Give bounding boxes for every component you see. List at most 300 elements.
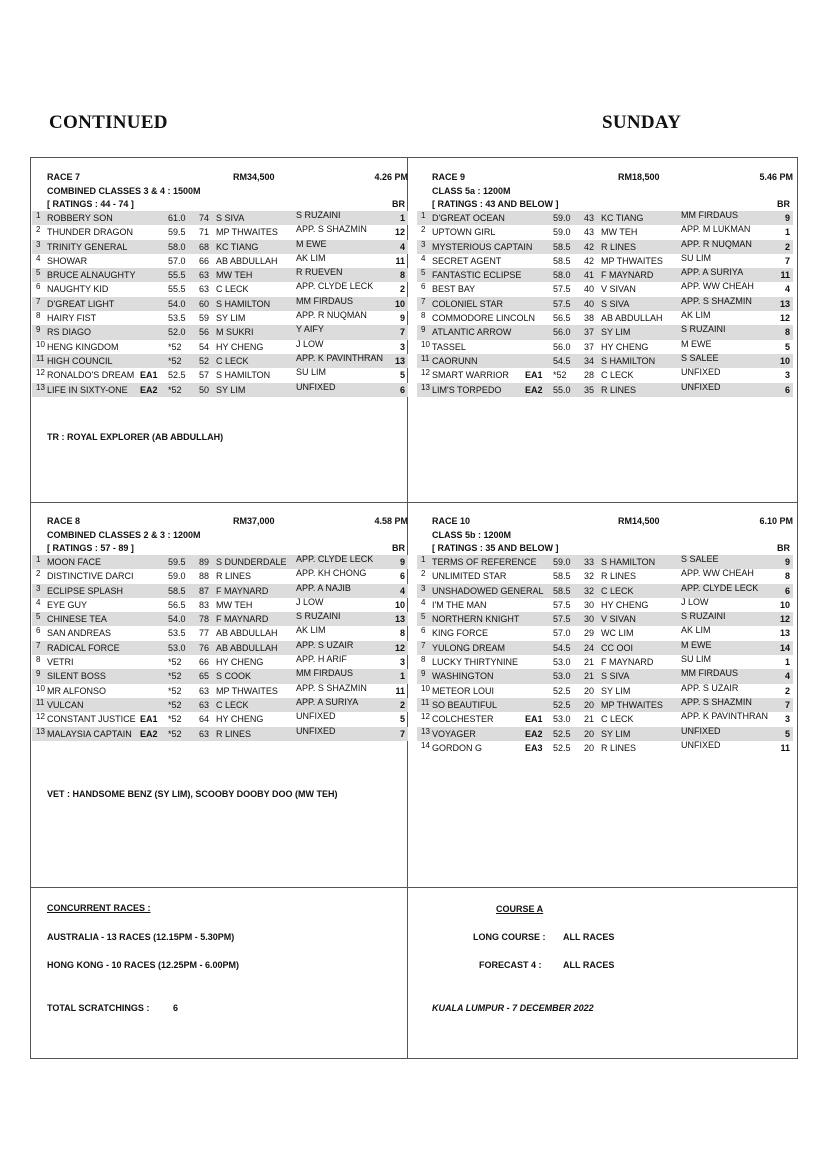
- handicap-weight: 57.5: [553, 298, 571, 309]
- long-course-value: ALL RACES: [563, 932, 615, 942]
- horse-rating: 21: [584, 714, 595, 725]
- barrier-draw: 11: [780, 270, 790, 281]
- horse-name: TERMS OF REFERENCE: [432, 557, 537, 567]
- handicap-weight: 56.0: [553, 341, 571, 352]
- horse-rating: 40: [584, 298, 595, 309]
- horse-name: VOYAGER: [432, 728, 476, 739]
- horse-rating: 30: [584, 599, 595, 610]
- trainer-name: S DUNDERDALE: [216, 557, 287, 567]
- race-time: 4.58 PM: [374, 516, 408, 526]
- trainer-name: S HAMILTON: [216, 298, 271, 309]
- handicap-weight: *52: [168, 341, 182, 352]
- runner-row: [32, 354, 408, 368]
- trainer-name: MW TEH: [601, 227, 638, 238]
- trainer-name: MP THWAITES: [216, 685, 278, 696]
- horse-name: HENG KINGDOM: [47, 341, 119, 352]
- runner-number: 4: [421, 597, 426, 607]
- trainer-name: SY LIM: [216, 313, 246, 324]
- barrier-draw: 8: [399, 628, 405, 639]
- horse-name: BEST BAY: [432, 284, 476, 295]
- horse-rating: 28: [584, 370, 595, 381]
- middle-divider: [30, 502, 798, 503]
- horse-rating: 63: [199, 728, 210, 739]
- trainer-name: C LECK: [601, 585, 634, 596]
- race-header: [417, 516, 793, 530]
- horse-rating: 32: [584, 571, 595, 582]
- horse-rating: 59: [199, 313, 210, 324]
- horse-name: TASSEL: [432, 341, 466, 352]
- handicap-weight: *52: [168, 355, 182, 366]
- handicap-weight: 57.5: [553, 284, 571, 295]
- handicap-weight: 52.0: [168, 327, 186, 338]
- barrier-draw: 6: [399, 384, 405, 395]
- trainer-name: V SIVAN: [601, 284, 636, 295]
- trainer-name: C LECK: [601, 370, 634, 381]
- race-class: COMBINED CLASSES 2 & 3 : 1200M: [47, 530, 201, 540]
- horse-rating: 66: [199, 255, 210, 266]
- horse-rating: 43: [584, 213, 595, 223]
- barrier-draw: 5: [399, 714, 405, 725]
- runner-row: [417, 641, 793, 655]
- horse-name: CHINESE TEA: [47, 614, 107, 625]
- runner-number: 3: [421, 583, 426, 593]
- jockey-name: APP. S SHAZMIN: [296, 682, 367, 693]
- jockey-name: S SALEE: [681, 554, 719, 564]
- horse-rating: 20: [584, 699, 595, 710]
- jockey-name: APP. A SURIYA: [681, 267, 744, 278]
- race-8-note: VET : HANDSOME BENZ (SY LIM), SCOOBY DOOBY DOO (MW TEH): [47, 789, 338, 799]
- race-time: 5.46 PM: [759, 172, 793, 182]
- trainer-name: F MAYNARD: [216, 614, 269, 625]
- jockey-name: AK LIM: [296, 625, 326, 636]
- barrier-draw: 13: [779, 628, 790, 639]
- barrier-draw: 14: [779, 642, 790, 653]
- horse-rating: 35: [584, 384, 595, 395]
- jockey-name: APP. CLYDE LECK: [296, 281, 374, 292]
- jockey-name: APP. S UZAIR: [296, 639, 354, 650]
- trainer-name: SY LIM: [216, 384, 246, 395]
- handicap-weight: 53.0: [553, 671, 571, 682]
- handicap-weight: *52: [168, 685, 182, 696]
- trainer-name: KC TIANG: [216, 241, 259, 252]
- barrier-draw: 4: [399, 585, 405, 596]
- race-block-race-7: [32, 172, 408, 397]
- trainer-name: HY CHENG: [216, 341, 264, 352]
- barrier-draw: 6: [784, 585, 790, 596]
- runner-number: 7: [36, 640, 41, 650]
- race-name: RACE 9: [432, 172, 466, 182]
- runner-row: [32, 240, 408, 254]
- jockey-name: R RUEVEN: [296, 267, 343, 278]
- runner-number: 13: [36, 382, 45, 392]
- race-block-race-8: [32, 516, 408, 741]
- race-name: RACE 8: [47, 516, 81, 526]
- handicap-weight: 53.5: [168, 628, 186, 639]
- concurrent-races-title: CONCURRENT RACES :: [47, 903, 151, 913]
- runner-row: [32, 569, 408, 583]
- jockey-name: APP. A SURIYA: [296, 696, 359, 707]
- trainer-name: S SIVA: [601, 298, 630, 309]
- barrier-draw: 8: [784, 327, 790, 338]
- runner-number: 5: [421, 612, 426, 622]
- horse-name: UPTOWN GIRL: [432, 227, 496, 238]
- race-purse: RM14,500: [618, 516, 660, 526]
- barrier-draw: 13: [779, 298, 790, 309]
- jockey-name: M EWE: [681, 639, 712, 650]
- runner-row: [32, 598, 408, 612]
- horse-rating: 83: [199, 599, 210, 610]
- runner-number: 1: [421, 211, 426, 220]
- horse-name: HIGH COUNCIL: [47, 355, 113, 366]
- runner-row: [417, 712, 793, 726]
- runner-number: 8: [36, 311, 41, 321]
- runner-number: 13: [36, 726, 45, 736]
- trainer-name: CC OOI: [601, 642, 634, 653]
- trainer-name: C LECK: [216, 355, 249, 366]
- horse-name: LIM'S TORPEDO: [432, 384, 502, 395]
- handicap-weight: 58.0: [553, 270, 571, 281]
- race-ratings-text: [ RATINGS : 43 AND BELOW ]: [432, 199, 559, 209]
- jockey-name: UNFIXED: [681, 725, 721, 736]
- runner-row: [417, 727, 793, 741]
- jockey-name: APP. WW CHEAH: [681, 568, 754, 579]
- trainer-name: S HAMILTON: [216, 370, 271, 381]
- horse-name: MALAYSIA CAPTAIN: [47, 728, 132, 739]
- handicap-weight: 57.5: [553, 599, 571, 610]
- runner-number: 6: [36, 626, 41, 636]
- trainer-name: F MAYNARD: [601, 270, 654, 281]
- runner-number: 8: [421, 655, 426, 665]
- runner-number: 3: [36, 239, 41, 249]
- runner-number: 6: [421, 282, 426, 292]
- barrier-draw: 12: [394, 642, 405, 653]
- runner-number: 3: [421, 239, 426, 249]
- horse-name: METEOR LOUI: [432, 685, 495, 696]
- handicap-weight: 57.0: [168, 255, 186, 266]
- barrier-draw: 12: [394, 227, 405, 238]
- horse-name: LUCKY THIRTYNINE: [432, 657, 519, 668]
- emergency-acceptor: EA2: [140, 728, 158, 739]
- course-title: COURSE A: [496, 904, 544, 914]
- handicap-weight: 56.5: [553, 313, 571, 324]
- runner-number: 11: [421, 697, 430, 707]
- runner-number: 13: [421, 382, 430, 392]
- trainer-name: MW TEH: [216, 599, 253, 610]
- trainer-name: AB ABDULLAH: [601, 313, 663, 324]
- horse-rating: 60: [199, 298, 210, 309]
- runner-number: 6: [421, 626, 426, 636]
- horse-rating: 74: [199, 213, 210, 223]
- horse-name: TRINITY GENERAL: [47, 241, 128, 252]
- runner-number: 12: [36, 712, 45, 722]
- runner-row: [417, 383, 793, 397]
- header-day: SUNDAY: [602, 112, 682, 133]
- barrier-draw: 3: [399, 657, 405, 668]
- race-ratings-text: [ RATINGS : 57 - 89 ]: [47, 543, 134, 553]
- total-scratchings-label: TOTAL SCRATCHINGS :: [47, 1003, 150, 1013]
- trainer-name: R LINES: [601, 384, 637, 395]
- jockey-name: APP. S SHAZMIN: [681, 295, 752, 306]
- horse-name: VULCAN: [47, 699, 84, 710]
- emergency-acceptor: EA3: [525, 742, 543, 753]
- handicap-weight: *52: [168, 671, 182, 682]
- horse-rating: 24: [584, 642, 595, 653]
- runner-number: 7: [421, 640, 426, 650]
- runner-number: 10: [36, 339, 45, 349]
- handicap-weight: 58.5: [553, 571, 571, 582]
- runner-row: [32, 311, 408, 325]
- handicap-weight: *52: [553, 370, 567, 381]
- place-date: KUALA LUMPUR - 7 DECEMBER 2022: [432, 1003, 594, 1013]
- horse-name: SECRET AGENT: [432, 255, 502, 266]
- australia-races: AUSTRALIA - 13 RACES (12.15PM - 5.30PM): [47, 932, 235, 942]
- jockey-name: UNFIXED: [681, 367, 721, 378]
- horse-name: CAORUNN: [432, 355, 478, 366]
- race-ratings-text: [ RATINGS : 44 - 74 ]: [47, 199, 134, 209]
- trainer-name: KC TIANG: [601, 213, 644, 223]
- trainer-name: S HAMILTON: [601, 557, 656, 567]
- handicap-weight: 58.0: [168, 241, 186, 252]
- trainer-name: S SIVA: [216, 213, 245, 223]
- horse-name: BRUCE ALNAUGHTY: [47, 270, 136, 281]
- barrier-draw: 3: [399, 341, 405, 352]
- horse-name: MR ALFONSO: [47, 685, 107, 696]
- race-class: CLASS 5a : 1200M: [432, 186, 511, 196]
- horse-rating: 37: [584, 327, 595, 338]
- runner-row: [32, 368, 408, 382]
- barrier-draw: 10: [394, 599, 405, 610]
- horse-rating: 21: [584, 657, 595, 668]
- handicap-weight: 53.0: [553, 714, 571, 725]
- jockey-name: S RUZAINI: [681, 611, 726, 622]
- handicap-weight: 54.5: [553, 355, 571, 366]
- handicap-weight: 59.5: [168, 557, 186, 567]
- runner-row: [32, 727, 408, 741]
- runner-number: 11: [421, 353, 430, 363]
- jockey-name: MM FIRDAUS: [681, 668, 738, 679]
- footer-divider: [30, 887, 798, 888]
- runner-row: [32, 612, 408, 626]
- trainer-name: WC LIM: [601, 628, 634, 639]
- runner-number: 13: [421, 726, 430, 736]
- horse-name: SMART WARRIOR: [432, 370, 509, 381]
- trainer-name: SY LIM: [601, 685, 631, 696]
- handicap-weight: 53.0: [168, 642, 186, 653]
- barrier-draw: 6: [784, 384, 790, 395]
- barrier-draw: 9: [784, 557, 790, 567]
- handicap-weight: 54.0: [168, 298, 186, 309]
- handicap-weight: 54.5: [553, 642, 571, 653]
- barrier-header: BR: [392, 199, 405, 209]
- handicap-weight: 59.0: [553, 227, 571, 238]
- total-scratchings-value: 6: [173, 1003, 179, 1013]
- handicap-weight: 55.5: [168, 270, 186, 281]
- runner-number: 5: [36, 268, 41, 278]
- barrier-draw: 13: [394, 355, 405, 366]
- barrier-header: BR: [392, 543, 405, 553]
- runner-row: [32, 712, 408, 726]
- runner-number: 11: [36, 353, 45, 363]
- jockey-name: APP. A NAJIB: [296, 582, 351, 593]
- horse-rating: 37: [584, 341, 595, 352]
- barrier-header: BR: [777, 543, 790, 553]
- runner-row: [32, 584, 408, 598]
- runner-row: [417, 612, 793, 626]
- runner-row: [417, 368, 793, 382]
- trainer-name: V SIVAN: [601, 614, 636, 625]
- horse-name: SHOWAR: [47, 255, 88, 266]
- runner-number: 7: [36, 296, 41, 306]
- handicap-weight: *52: [168, 699, 182, 710]
- race-class: CLASS 5b : 1200M: [432, 530, 512, 540]
- barrier-draw: 12: [779, 313, 790, 324]
- race-purse: RM34,500: [233, 172, 275, 182]
- jockey-name: APP. H ARIF: [296, 654, 347, 665]
- jockey-name: J LOW: [296, 596, 324, 607]
- handicap-weight: 52.5: [553, 728, 571, 739]
- runner-number: 3: [36, 583, 41, 593]
- barrier-draw: 13: [394, 614, 405, 625]
- horse-name: RADICAL FORCE: [47, 642, 120, 653]
- race-purse: RM18,500: [618, 172, 660, 182]
- handicap-weight: 59.0: [553, 557, 571, 567]
- horse-rating: 20: [584, 742, 595, 753]
- runner-number: 10: [421, 683, 430, 693]
- runner-row: [417, 311, 793, 325]
- race-7-note: TR : ROYAL EXPLORER (AB ABDULLAH): [47, 432, 224, 442]
- jockey-name: AK LIM: [296, 252, 326, 263]
- trainer-name: AB ABDULLAH: [216, 642, 278, 653]
- jockey-name: SU LIM: [681, 252, 712, 263]
- forecast-label: FORECAST 4 :: [479, 960, 542, 970]
- barrier-draw: 4: [399, 241, 405, 252]
- runner-row: [417, 240, 793, 254]
- jockey-name: MM FIRDAUS: [681, 210, 738, 220]
- barrier-draw: 3: [784, 370, 790, 381]
- horse-name: YULONG DREAM: [432, 642, 506, 653]
- emergency-acceptor: EA1: [140, 714, 158, 725]
- trainer-name: MW TEH: [216, 270, 253, 281]
- handicap-weight: 52.5: [168, 370, 186, 381]
- trainer-name: R LINES: [601, 241, 637, 252]
- jockey-name: UNFIXED: [681, 739, 721, 750]
- barrier-draw: 4: [784, 284, 790, 295]
- runner-number: 14: [421, 740, 430, 750]
- runner-number: 2: [421, 569, 426, 579]
- trainer-name: HY CHENG: [601, 599, 649, 610]
- jockey-name: APP. WW CHEAH: [681, 281, 754, 292]
- horse-rating: 42: [584, 255, 595, 266]
- jockey-name: APP. K PAVINTHRAN: [296, 352, 384, 363]
- barrier-draw: 5: [784, 341, 790, 352]
- handicap-weight: 52.5: [553, 742, 571, 753]
- horse-name: RS DIAGO: [47, 327, 92, 338]
- runner-row: [417, 626, 793, 640]
- emergency-acceptor: EA1: [525, 714, 543, 725]
- runner-number: 11: [36, 697, 45, 707]
- barrier-draw: 2: [399, 284, 405, 295]
- runner-number: 7: [421, 296, 426, 306]
- barrier-draw: 9: [399, 557, 405, 567]
- runner-number: 8: [36, 655, 41, 665]
- jockey-name: MM FIRDAUS: [296, 295, 353, 306]
- race-block-race-10: [417, 516, 793, 755]
- handicap-weight: 58.5: [553, 241, 571, 252]
- emergency-acceptor: EA2: [140, 384, 158, 395]
- runner-row: [417, 584, 793, 598]
- runner-number: 12: [36, 368, 45, 378]
- jockey-name: APP. S UZAIR: [681, 682, 739, 693]
- handicap-weight: 59.0: [553, 213, 571, 223]
- race-name: RACE 10: [432, 516, 471, 526]
- jockey-name: S RUZAINI: [296, 210, 341, 220]
- trainer-name: M SUKRI: [216, 327, 254, 338]
- horse-name: SAN ANDREAS: [47, 628, 112, 639]
- barrier-draw: 11: [395, 255, 405, 266]
- runner-number: 1: [36, 211, 41, 220]
- trainer-name: F MAYNARD: [216, 585, 269, 596]
- horse-rating: 64: [199, 714, 210, 725]
- handicap-weight: 58.5: [168, 585, 186, 596]
- emergency-acceptor: EA2: [525, 728, 543, 739]
- barrier-draw: 5: [784, 728, 790, 739]
- jockey-name: AK LIM: [681, 625, 711, 636]
- runner-number: 9: [36, 325, 41, 335]
- runner-number: 10: [36, 683, 45, 693]
- jockey-name: APP. S SHAZMIN: [681, 696, 752, 707]
- horse-rating: 66: [199, 657, 210, 668]
- barrier-draw: 5: [399, 370, 405, 381]
- horse-name: I'M THE MAN: [432, 599, 487, 610]
- emergency-acceptor: EA2: [525, 384, 543, 395]
- handicap-weight: 52.5: [553, 685, 571, 696]
- barrier-draw: 11: [395, 685, 405, 696]
- header-continued: CONTINUED: [49, 112, 168, 133]
- trainer-name: S SIVA: [601, 671, 630, 682]
- trainer-name: C LECK: [216, 284, 249, 295]
- trainer-name: HY CHENG: [216, 657, 264, 668]
- jockey-name: MM FIRDAUS: [296, 668, 353, 679]
- jockey-name: M EWE: [296, 238, 327, 249]
- runner-row: [32, 325, 408, 339]
- trainer-name: S COOK: [216, 671, 252, 682]
- horse-name: FANTASTIC ECLIPSE: [432, 270, 522, 281]
- horse-name: LIFE IN SIXTY-ONE: [47, 384, 128, 395]
- jockey-name: APP. K PAVINTHRAN: [681, 711, 769, 722]
- horse-rating: 63: [199, 284, 210, 295]
- jockey-name: UNFIXED: [296, 725, 336, 736]
- barrier-draw: 7: [784, 699, 790, 710]
- horse-name: NORTHERN KNIGHT: [432, 614, 520, 625]
- emergency-acceptor: EA1: [140, 370, 158, 381]
- race-purse: RM37,000: [233, 516, 275, 526]
- horse-rating: 40: [584, 284, 595, 295]
- race-ratings: [32, 199, 408, 211]
- trainer-name: HY CHENG: [216, 714, 264, 725]
- trainer-name: MP THWAITES: [601, 699, 663, 710]
- horse-rating: 33: [584, 557, 595, 567]
- horse-rating: 57: [199, 370, 210, 381]
- barrier-draw: 1: [784, 227, 790, 238]
- handicap-weight: *52: [168, 728, 182, 739]
- jockey-name: S SALEE: [681, 352, 719, 363]
- horse-rating: 29: [584, 628, 595, 639]
- horse-name: NAUGHTY KID: [47, 284, 109, 295]
- horse-rating: 56: [199, 327, 210, 338]
- horse-rating: 32: [584, 585, 595, 596]
- jockey-name: AK LIM: [681, 310, 711, 321]
- horse-rating: 77: [199, 628, 210, 639]
